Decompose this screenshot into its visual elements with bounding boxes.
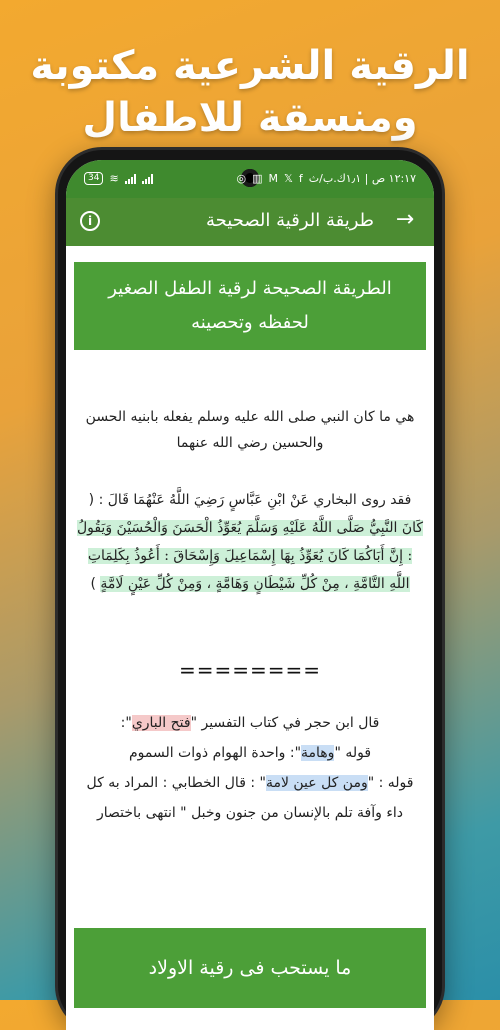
- facebook-icon: f: [298, 172, 303, 185]
- commentary-paragraph: [76, 708, 424, 828]
- trash-icon: ▥: [252, 172, 263, 185]
- status-left: [84, 172, 153, 185]
- wifi-icon: ≋: [109, 172, 119, 185]
- hadith-intro: فقد روى البخاري عَنْ ابْنِ عَبَّاسٍ رَضِيَ اللَّهُ عَنْهُمَا قَالَ : (: [88, 492, 412, 508]
- x-icon: 𝕏: [284, 172, 293, 185]
- section-banner-bottom[interactable]: [74, 928, 426, 1008]
- hamma-highlight: وهامة: [301, 745, 335, 761]
- commentary-b: ":: [120, 715, 132, 731]
- commentary-e: قوله : ": [367, 775, 414, 791]
- app-bar: [66, 198, 434, 246]
- promo-title-line2: ومنسقة للاطفال: [82, 95, 418, 141]
- commentary-c: قوله ": [334, 745, 372, 761]
- app-screen: [66, 160, 434, 1030]
- signal-icon: [125, 174, 136, 184]
- commentary-d: ": واحدة الهوام ذوات السموم: [128, 745, 302, 761]
- section-banner-top: [74, 262, 426, 350]
- status-time: ١٢:١٧ ص | ١٫١ك.ب/ث: [308, 172, 416, 185]
- instagram-icon: ◎: [236, 172, 247, 185]
- back-arrow-icon[interactable]: →: [395, 207, 415, 232]
- hadith-close: ): [90, 576, 96, 592]
- commentary-f: " : قال الخطابي : المراد به كل داء وآفة تلم بالإنسان من جنون وخبل " انتهى باختصار: [86, 775, 404, 821]
- banner-top-text: الطريقة الصحيحة لرقية الطفل الصغير لحفظه وتحصينه: [108, 278, 392, 333]
- separator: ========: [178, 658, 322, 682]
- commentary-a: قال ابن حجر في كتاب التفسير ": [190, 715, 380, 731]
- hadith-paragraph: [76, 486, 424, 598]
- ayn-lamma-highlight: ومن كل عين لامة: [265, 775, 368, 791]
- article-content: [66, 246, 434, 1030]
- status-right: [237, 172, 416, 185]
- phone-frame: [58, 150, 442, 1030]
- page-title: طريقة الرقية الصحيحة: [206, 210, 374, 231]
- hadith-quote: كَانَ النَّبِيُّ صَلَّى اللَّهُ عَلَيْهِ وَسَلَّمَ يُعَوِّذُ الْحَسَنَ وَالْحُسَيْنَ وَيَقُولُ : إِنَّ أَبَاكُمَا كَانَ يُعَوِّذُ بِهَا إِسْمَاعِيلَ وَإِسْحَاقَ : أَعُوذُ بِكَلِمَاتِ اللَّهِ التَّامَّةِ ، مِنْ كُلِّ شَيْطَانٍ وَهَامَّةٍ ، وَمِنْ كُلِّ عَيْنٍ لَامَّةٍ: [76, 520, 424, 592]
- intro-paragraph: هي ما كان النبي صلى الله عليه وسلم يفعله بابنيه الحسن والحسين رضي الله عنهما: [85, 409, 415, 451]
- promo-title-line1: الرقية الشرعية مكتوبة: [30, 43, 470, 89]
- fath-al-bari-highlight: فتح الباري: [131, 715, 191, 731]
- signal-icon-2: [142, 174, 153, 184]
- battery-icon: 34: [84, 172, 103, 185]
- banner-bottom-text: ما يستحب فى رقية الاولاد: [148, 957, 352, 979]
- status-bar: [66, 160, 434, 198]
- info-icon[interactable]: i: [80, 211, 100, 231]
- gmail-icon: M: [268, 172, 279, 185]
